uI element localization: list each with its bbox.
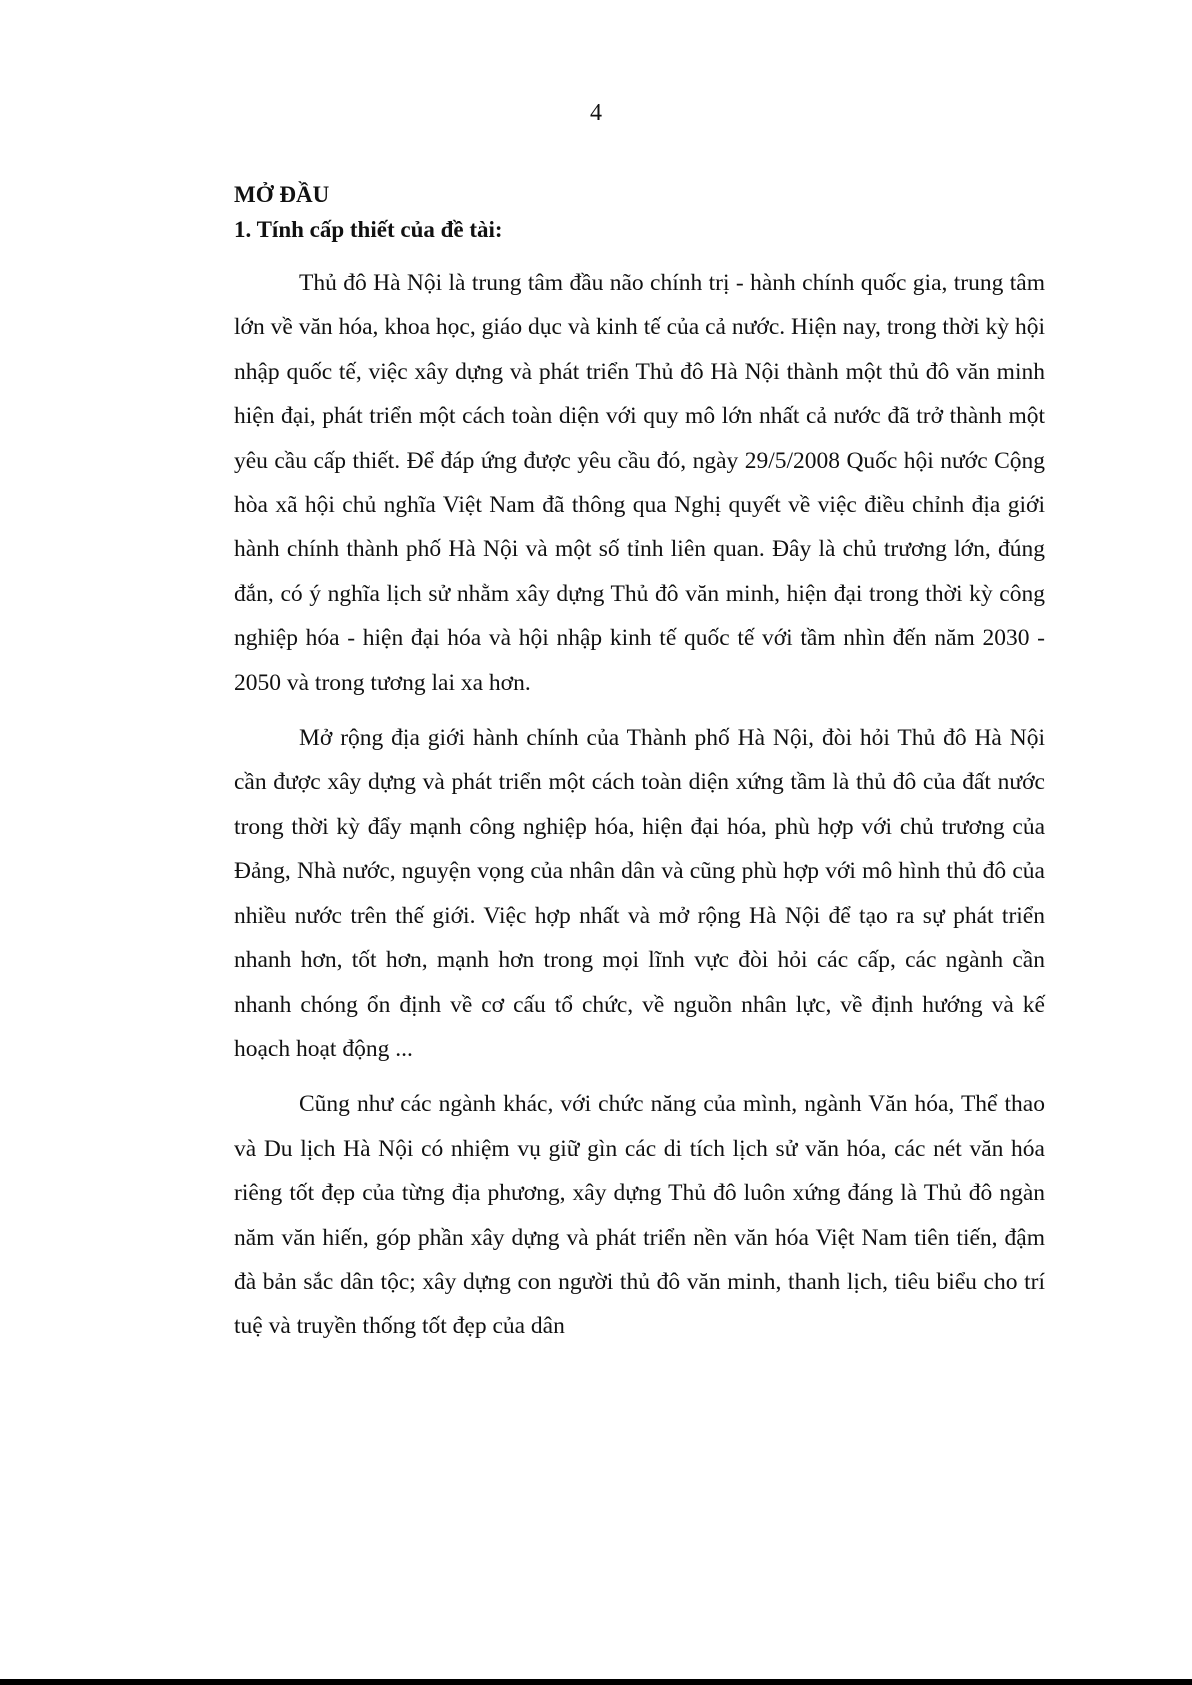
paragraph: Cũng như các ngành khác, với chức năng của mình, ngành Văn hóa, Thể thao và Du lịch Hà Nội có nhiệm vụ giữ gìn các di tích lịch sử văn hóa, các nét văn hóa riêng tốt đẹp của từng địa phương, xây dựng Thủ đô luôn xứng đáng là Thủ đô ngàn năm văn hiến, góp phần xây dựng và phát triển nền văn hóa Việt Nam tiên tiến, đậm đà bản sắc dân tộc; xây dựng con người thủ đô văn minh, thanh lịch, tiêu biểu cho trí tuệ và truyền thống tốt đẹp của dân bbox=[234, 1091, 1045, 1340]
chapter-heading: MỞ ĐẦU bbox=[234, 182, 330, 207]
paragraph: Mở rộng địa giới hành chính của Thành phố Hà Nội, đòi hỏi Thủ đô Hà Nội cần được xây dựng và phát triển một cách toàn diện xứng tầm là thủ đô của đất nước trong thời kỳ đẩy mạnh công nghiệp hóa, hiện đại hóa, phù hợp với chủ trương của Đảng, Nhà nước, nguyện vọng của nhân dân và cũng phù hợp với mô hình thủ đô của nhiều nước trên thế giới. Việc hợp nhất và mở rộng Hà Nội để tạo ra sự phát triển nhanh hơn, tốt hơn, mạnh hơn trong mọi lĩnh vực đòi hỏi các cấp, các ngành cần nhanh chóng ổn định về cơ cấu tổ chức, về nguồn nhân lực, về định hướng và kế hoạch hoạt động ... bbox=[234, 725, 1045, 1062]
page-number: 4 bbox=[590, 100, 602, 126]
page-content bbox=[234, 180, 1045, 1349]
paragraph: Thủ đô Hà Nội là trung tâm đầu não chính trị - hành chính quốc gia, trung tâm lớn về văn hóa, khoa học, giáo dục và kinh tế của cả nước. Hiện nay, trong thời kỳ hội nhập quốc tế, việc xây dựng và phát triển Thủ đô Hà Nội thành một thủ đô văn minh hiện đại, phát triển một cách toàn diện với quy mô lớn nhất cả nước đã trở thành một yêu cầu cấp thiết. Để đáp ứng được yêu cầu đó, ngày 29/5/2008 Quốc hội nước Cộng hòa xã hội chủ nghĩa Việt Nam đã thông qua Nghị quyết về việc điều chỉnh địa giới hành chính thành phố Hà Nội và một số tỉnh liên quan. Đây là chủ trương lớn, đúng đắn, có ý nghĩa lịch sử nhằm xây dựng Thủ đô văn minh, hiện đại trong thời kỳ công nghiệp hóa - hiện đại hóa và hội nhập kinh tế quốc tế với tầm nhìn đến năm 2030 - 2050 và trong tương lai xa hơn. bbox=[234, 270, 1045, 696]
bottom-edge-rule bbox=[0, 1679, 1192, 1685]
section-title: 1. Tính cấp thiết của đề tài: bbox=[234, 217, 503, 242]
